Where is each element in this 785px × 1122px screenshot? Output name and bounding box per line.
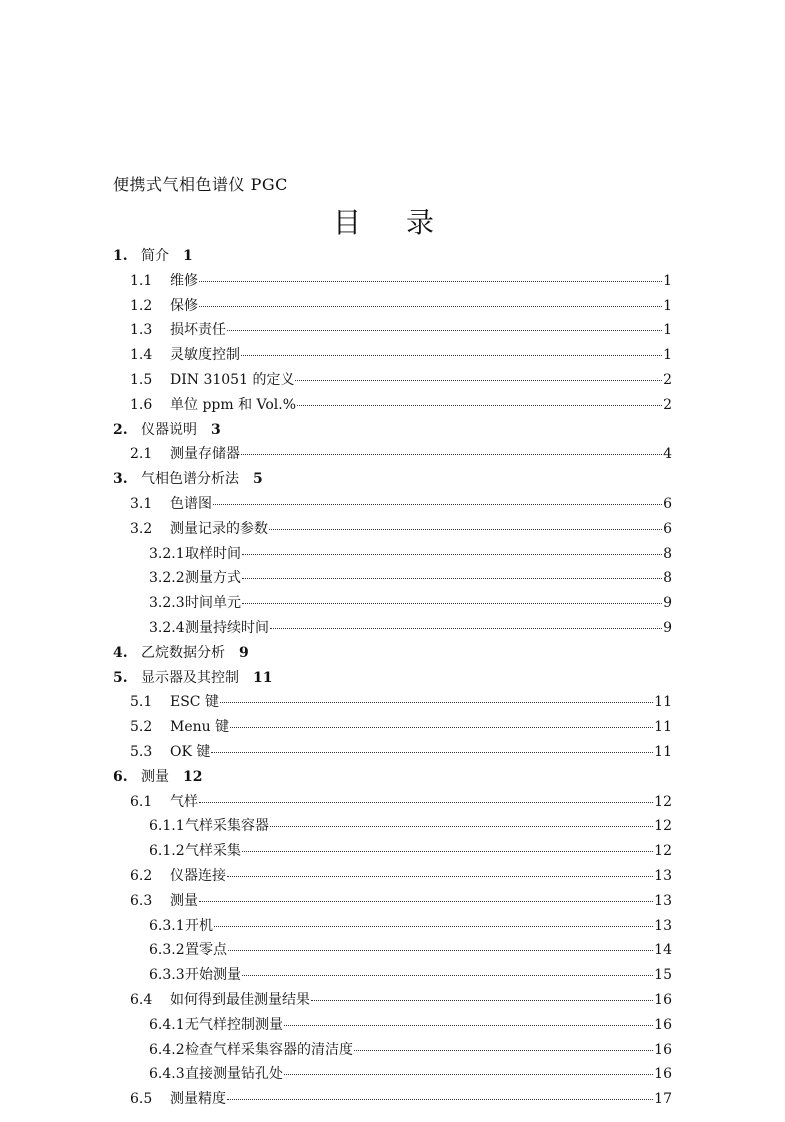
toc-entry-number: 6.3.3: [149, 967, 185, 984]
toc-entry[interactable]: [113, 741, 672, 761]
toc-entry-label: 测量存储器: [170, 446, 240, 463]
toc-entry-number: 5.1: [130, 694, 153, 711]
toc-entry-page: 12: [654, 818, 672, 835]
toc-entry-page: 11: [253, 669, 273, 686]
toc-entry[interactable]: [113, 592, 672, 612]
toc-entry[interactable]: [113, 443, 672, 463]
toc-entry-number: 2.: [113, 421, 128, 438]
toc-entry-number: 1.6: [130, 396, 153, 413]
toc-entry-label: 单位 ppm 和 Vol.%: [170, 396, 297, 413]
toc-leader-dots: [199, 306, 662, 307]
toc-entry-label: 灵敏度控制: [170, 347, 240, 364]
toc-leader-dots: [284, 1025, 653, 1026]
toc-leader-dots: [214, 926, 653, 927]
toc-entry[interactable]: [113, 344, 672, 364]
toc-leader-dots: [295, 380, 662, 381]
toc-entry-label: 气样: [170, 793, 198, 810]
toc-entry-number: 5.2: [130, 719, 153, 736]
document-title: 便携式气相色谱仪 PGC: [113, 175, 288, 194]
toc-entry-page: 9: [663, 595, 672, 612]
toc-leader-dots: [242, 603, 662, 604]
toc-entry-number: 6.5: [130, 1091, 153, 1108]
toc-entry-number: 1.4: [130, 347, 153, 364]
toc-entry[interactable]: [113, 543, 672, 563]
toc-entry-number: 4.: [113, 644, 128, 661]
toc-entry-number: 1.3: [130, 322, 153, 339]
toc-entry-label: 简介: [141, 248, 169, 264]
toc-chapter[interactable]: [113, 245, 193, 265]
toc-entry-page: 12: [654, 843, 672, 860]
toc-leader-dots: [270, 826, 653, 827]
toc-entry-number: 1.1: [130, 272, 153, 289]
toc-entry-label: 气相色谱分析法: [141, 471, 239, 488]
toc-entry-number: 1.2: [130, 297, 153, 314]
toc-leader-dots: [354, 1050, 653, 1051]
toc-entry-label: 检查气样采集容器的清洁度: [185, 1041, 353, 1058]
toc-entry-label: 时间单元: [185, 595, 241, 612]
toc-entry-page: 2: [663, 396, 672, 413]
toc-entry-label: 置零点: [185, 942, 227, 959]
toc-entry[interactable]: [113, 295, 672, 315]
toc-entry-label: 测量: [170, 892, 198, 909]
toc-entry-number: 3.2.3: [149, 595, 185, 612]
toc-entry[interactable]: [113, 518, 672, 538]
toc-entry-label: 仪器连接: [170, 868, 226, 884]
toc-entry-page: 1: [183, 248, 193, 264]
toc-entry-number: 5.: [113, 669, 128, 686]
toc-entry-label: Menu 键: [170, 719, 230, 736]
toc-entry-page: 1: [663, 322, 672, 339]
toc-entry-label: 气样采集: [185, 843, 241, 860]
toc-entry[interactable]: [113, 319, 672, 339]
toc-entry-number: 6.1.2: [149, 843, 185, 860]
toc-leader-dots: [241, 454, 662, 455]
toc-entry-label: 显示器及其控制: [141, 669, 239, 686]
toc-entry-page: 16: [654, 1066, 672, 1083]
toc-entry-label: 损坏责任: [170, 322, 226, 339]
toc-entry[interactable]: [113, 964, 672, 984]
toc-entry-number: 1.: [113, 248, 128, 264]
toc-leader-dots: [242, 975, 653, 976]
toc-entry-page: 6: [663, 496, 672, 512]
toc-entry[interactable]: [113, 369, 672, 389]
toc-entry-page: 9: [239, 644, 249, 661]
toc-entry-label: 开始测量: [185, 967, 241, 984]
toc-entry-page: 4: [663, 446, 672, 463]
toc-entry-page: 11: [654, 719, 672, 736]
toc-chapter[interactable]: [113, 468, 263, 488]
toc-entry-page: 16: [654, 1016, 672, 1033]
toc-chapter[interactable]: [113, 667, 272, 687]
toc-chapter[interactable]: [113, 642, 249, 662]
toc-entry-number: 3.2: [130, 520, 153, 537]
toc-entry[interactable]: [113, 691, 672, 711]
toc-entry-page: 5: [253, 471, 263, 488]
toc-entry-page: 8: [663, 545, 672, 562]
toc-entry-label: 测量: [141, 768, 169, 785]
toc-entry-number: 6.3.2: [149, 942, 185, 959]
toc-entry[interactable]: [113, 791, 672, 811]
toc-entry-label: 色谱图: [170, 496, 212, 512]
toc-entry-number: 3.2.2: [149, 570, 185, 587]
toc-entry-page: 1: [663, 347, 672, 364]
toc-entry-page: 1: [663, 297, 672, 314]
toc-entry-label: 测量精度: [170, 1091, 226, 1108]
toc-entry-page: 6: [663, 520, 672, 537]
toc-entry-page: 16: [654, 992, 672, 1008]
toc-leader-dots: [213, 504, 662, 505]
toc-entry-number: 6.: [113, 768, 128, 785]
toc-leader-dots: [199, 802, 653, 803]
toc-leader-dots: [228, 950, 653, 951]
toc-entry-label: 无气样控制测量: [185, 1016, 283, 1033]
toc-entry[interactable]: [113, 815, 672, 835]
toc-entry-label: OK 键: [170, 744, 211, 760]
toc-entry-number: 6.4: [130, 992, 153, 1008]
toc-entry-number: 3.1: [130, 496, 153, 512]
toc-entry-page: 13: [654, 892, 672, 909]
toc-entry-page: 11: [654, 744, 672, 760]
toc-entry[interactable]: [113, 716, 672, 736]
toc-entry[interactable]: [113, 865, 672, 885]
toc-entry[interactable]: [113, 567, 672, 587]
toc-entry-label: 测量持续时间: [185, 620, 269, 636]
toc-entry-page: 3: [211, 421, 221, 438]
toc-entry[interactable]: [113, 840, 672, 860]
toc-entry-number: 3.2.4: [149, 620, 185, 636]
toc-entry[interactable]: [113, 890, 672, 910]
toc-entry-number: 6.1.1: [149, 818, 185, 835]
toc-entry-page: 2: [663, 372, 672, 388]
toc-entry-number: 6.3.1: [149, 917, 185, 934]
toc-entry-number: 6.2: [130, 868, 153, 884]
toc-entry-page: 16: [654, 1041, 672, 1058]
toc-entry[interactable]: [113, 1063, 672, 1083]
toc-leader-dots: [284, 1074, 653, 1075]
toc-leader-dots: [227, 330, 662, 331]
toc-entry-number: 6.4.1: [149, 1016, 185, 1033]
toc-leader-dots: [199, 281, 662, 282]
toc-leader-dots: [270, 628, 662, 629]
toc-leader-dots: [241, 355, 662, 356]
toc-leader-dots: [230, 727, 653, 728]
toc-entry-number: 6.1: [130, 793, 153, 810]
toc-entry[interactable]: [113, 1088, 672, 1108]
toc-entry-page: 14: [654, 942, 672, 959]
toc-entry[interactable]: [113, 394, 672, 414]
toc-entry-label: 测量记录的参数: [170, 520, 268, 537]
toc-entry-label: 乙烷数据分析: [141, 644, 225, 661]
toc-entry-page: 13: [654, 868, 672, 884]
toc-leader-dots: [242, 578, 662, 579]
toc-leader-dots: [311, 1000, 653, 1001]
toc-entry-label: ESC 键: [170, 694, 219, 711]
toc-entry-page: 12: [183, 768, 203, 785]
toc-entry-label: 开机: [185, 917, 213, 934]
toc-entry-page: 15: [654, 967, 672, 984]
toc-entry-label: 取样时间: [185, 545, 241, 562]
toc-leader-dots: [199, 901, 653, 902]
toc-leader-dots: [227, 1099, 653, 1100]
toc-entry-label: 保修: [170, 297, 198, 314]
toc-leader-dots: [242, 554, 662, 555]
toc-entry-page: 17: [654, 1091, 672, 1108]
toc-leader-dots: [242, 851, 653, 852]
toc-entry[interactable]: [113, 1014, 672, 1034]
toc-entry-page: 12: [654, 793, 672, 810]
toc-entry[interactable]: [113, 270, 672, 290]
toc-entry[interactable]: [113, 989, 672, 1009]
toc-entry[interactable]: [113, 915, 672, 935]
toc-entry-number: 2.1: [130, 446, 153, 463]
toc-leader-dots: [220, 702, 653, 703]
toc-entry[interactable]: [113, 939, 672, 959]
toc-entry-label: 仪器说明: [141, 421, 197, 438]
toc-entry-number: 1.5: [130, 372, 153, 388]
toc-leader-dots: [269, 529, 662, 530]
toc-entry-label: 如何得到最佳测量结果: [170, 992, 310, 1008]
toc-leader-dots: [227, 876, 653, 877]
toc-entry[interactable]: [113, 1039, 672, 1059]
toc-entry-label: DIN 31051 的定义: [170, 372, 295, 388]
toc-chapter[interactable]: [113, 766, 202, 786]
toc-entry-label: 直接测量钻孔处: [185, 1066, 283, 1083]
toc-entry-page: 9: [663, 620, 672, 636]
toc-entry-label: 测量方式: [185, 570, 241, 587]
toc-entry-number: 3.2.1: [149, 545, 185, 562]
toc-entry-label: 维修: [170, 272, 198, 289]
toc-entry[interactable]: [113, 617, 672, 637]
toc-chapter[interactable]: [113, 419, 221, 439]
toc-leader-dots: [297, 405, 662, 406]
toc-leader-dots: [211, 752, 653, 753]
toc-entry-number: 6.3: [130, 892, 153, 909]
toc-entry-page: 11: [654, 694, 672, 711]
toc-entry[interactable]: [113, 493, 672, 513]
toc-entry-page: 8: [663, 570, 672, 587]
toc-entry-label: 气样采集容器: [185, 818, 269, 835]
toc-entry-number: 6.4.2: [149, 1041, 185, 1058]
toc-entry-page: 13: [654, 917, 672, 934]
toc-entry-number: 5.3: [130, 744, 153, 760]
toc-entry-number: 3.: [113, 471, 128, 488]
toc-heading: 目 录: [333, 206, 452, 239]
toc-entry-page: 1: [663, 272, 672, 289]
toc-entry-number: 6.4.3: [149, 1066, 185, 1083]
